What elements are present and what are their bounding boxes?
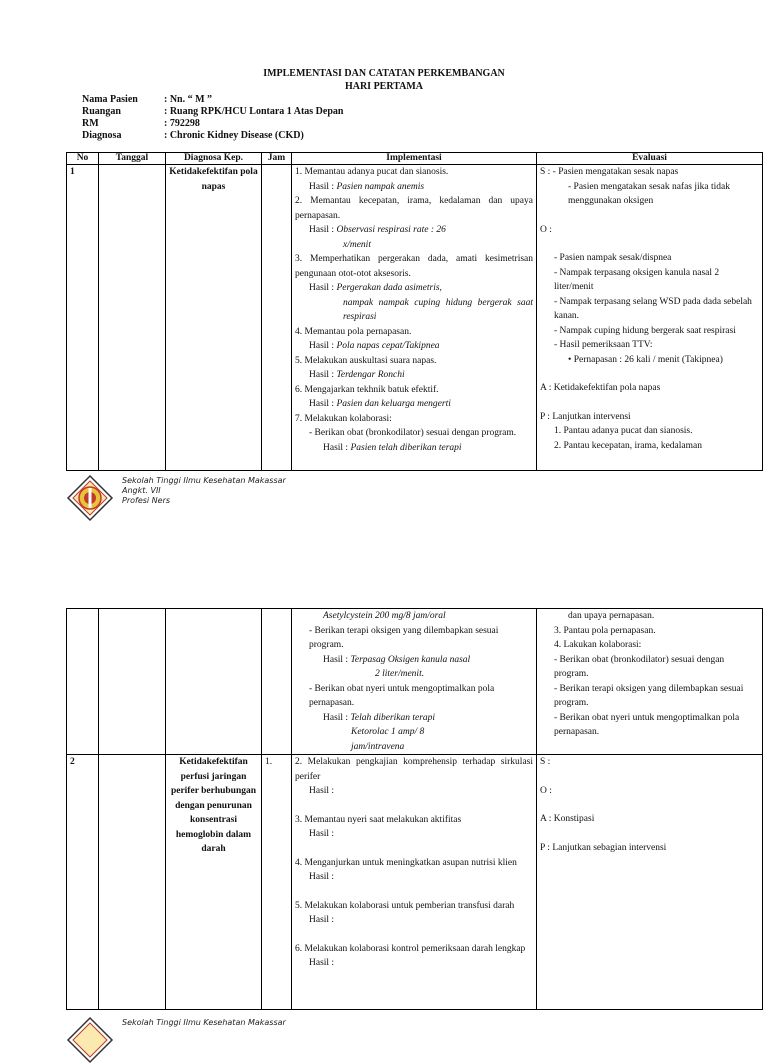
table-header-row — [67, 153, 763, 165]
table-row — [67, 609, 763, 755]
value-ruangan: : Ruang RPK/HCU Lontara 1 Atas Depan — [164, 106, 344, 117]
eval-line: - Pasien mengatakan sesak nafas jika tidak menggunakan oksigen — [568, 181, 730, 206]
impl-result: Hasil : — [309, 872, 335, 882]
impl-result: Hasil : Pergerakan dada asimetris, — [309, 283, 442, 293]
header-no: No — [67, 153, 99, 165]
footer-institution: Sekolah Tinggi Ilmu Kesehatan Makassar — [122, 1018, 286, 1027]
eval-line: - Berikan obat nyeri untuk mengoptimalkan pola pernapasan. — [554, 712, 740, 737]
row-diagnosis — [166, 609, 262, 755]
impl-result-cont: 2 liter/menit. — [375, 669, 425, 679]
eval-line: 1. Pantau adanya pucat dan sianosis. — [554, 426, 693, 436]
impl-result-cont: x/menit — [343, 239, 371, 250]
header-jam: Jam — [262, 153, 292, 165]
row-date — [99, 609, 166, 755]
footer-institution: Sekolah Tinggi Ilmu Kesehatan Makassar — [122, 476, 286, 485]
eval-assessment: A : Konstipasi — [540, 814, 595, 824]
eval-line: - Berikan obat (bronkodilator) sesuai dengan program. — [554, 654, 725, 679]
row-number — [67, 609, 99, 755]
eval-line: 2. Pantau kecepatan, irama, kedalaman — [554, 440, 702, 451]
row-implementation — [292, 609, 537, 755]
value-nama: : Nn. “ M ” — [164, 94, 213, 105]
impl-result-cont: nampak nampak cuping hidung bergerak saat respirasi — [343, 297, 533, 322]
institution-logo-icon — [66, 474, 114, 522]
impl-subitem: - Berikan obat nyeri untuk mengoptimalkan pola pernapasan. — [309, 683, 495, 708]
impl-item: 5. Melakukan kolaborasi untuk pemberian transfusi darah — [295, 900, 515, 911]
row-time — [262, 609, 292, 755]
row-implementation — [292, 755, 537, 1010]
document-subtitle: HARI PERTAMA — [344, 81, 424, 92]
impl-item: 4. Menganjurkan untuk meningkatkan asupan nutrisi klien — [295, 857, 517, 868]
header-implementasi: Implementasi — [292, 153, 537, 165]
row-evaluation — [537, 755, 763, 1010]
eval-line: - Berikan terapi oksigen yang dilembapkan sesuai program. — [554, 683, 744, 708]
eval-line: dan upaya pernapasan. — [568, 611, 655, 621]
patient-info — [82, 94, 343, 142]
institution-logo-icon — [66, 1016, 114, 1064]
eval-subjective: S : — [540, 757, 551, 767]
header-diagnosa: Diagnosa Kep. — [166, 153, 262, 165]
label-rm: RM — [82, 118, 99, 129]
eval-plan: P : Lanjutkan intervensi — [540, 411, 631, 422]
eval-line: - Pasien nampak sesak/dispnea — [554, 253, 672, 263]
impl-result: Hasil : — [309, 829, 335, 839]
row-date — [99, 165, 166, 471]
impl-result: Hasil : — [309, 915, 335, 925]
impl-result-cont: Ketorolac 1 amp/ 8 — [351, 727, 425, 737]
eval-objective: O : — [540, 785, 552, 796]
footer-program: Profesi Ners — [122, 496, 171, 505]
impl-item: 1. Memantau adanya pucat dan sianosis. — [295, 167, 449, 177]
label-diagnosa: Diagnosa — [82, 130, 122, 141]
impl-item: 2. Melakukan pengkajian komprehensip terhadap sirkulasi perifer — [295, 757, 533, 782]
eval-line: - Hasil pemeriksaan TTV: — [554, 340, 653, 350]
row-evaluation — [537, 165, 763, 471]
row-time: 1. — [262, 755, 292, 1010]
eval-assessment: A : Ketidakefektifan pola napas — [540, 383, 661, 393]
row-diagnosis: Ketidakefektifan pola napas — [166, 165, 262, 471]
row-number: 2 — [67, 755, 99, 1010]
eval-line: - Nampak cuping hidung bergerak saat respirasi — [554, 325, 736, 336]
eval-line: 3. Pantau pola pernapasan. — [554, 625, 656, 636]
label-ruangan: Ruangan — [82, 106, 121, 117]
impl-item: 3. Memperhatikan pergerakan dada, amati kesimetrisan pengunaan otot-otot aksesoris. — [295, 254, 533, 279]
impl-result-cont: jam/intravena — [351, 741, 405, 752]
impl-item: 6. Mengajarkan tekhnik batuk efektif. — [295, 384, 439, 395]
document-title: IMPLEMENTASI DAN CATATAN PERKEMBANGAN — [263, 68, 505, 79]
impl-result-cont: Asetylcystein 200 mg/8 jam/oral — [323, 611, 446, 621]
impl-item: 5. Melakukan auskultasi suara napas. — [295, 355, 437, 366]
row-evaluation — [537, 609, 763, 755]
impl-result: Hasil : Pola napas cepat/Takipnea — [309, 341, 440, 351]
eval-line: - Nampak terpasang selang WSD pada dada sebelah kanan. — [554, 296, 752, 321]
table-row — [67, 165, 763, 471]
impl-result: Hasil : Pasien dan keluarga mengerti — [309, 399, 451, 409]
impl-result: Hasil : Telah diberikan terapi — [323, 712, 436, 723]
impl-item: 3. Memantau nyeri saat melakukan aktifitas — [295, 814, 462, 825]
row-diagnosis: Ketidakefektifan perfusi jaringan perifer berhubungan dengan penurunan konsentrasi hemoglobin dalam darah — [166, 755, 262, 1010]
institution-footer — [66, 474, 286, 522]
eval-line: 4. Lakukan kolaborasi: — [554, 640, 642, 650]
impl-result: Hasil : — [309, 786, 335, 796]
implementation-table-page2 — [66, 608, 763, 1010]
row-date — [99, 755, 166, 1010]
eval-line: • Pernapasan : 26 kali / menit (Takipnea) — [568, 354, 723, 365]
impl-item: 2. Memantau kecepatan, irama, kedalaman dan upaya pernapasan. — [295, 196, 533, 221]
eval-subjective: S : - Pasien mengatakan sesak napas — [540, 167, 679, 177]
row-implementation — [292, 165, 537, 471]
impl-result: Hasil : Pasien nampak anemis — [309, 181, 425, 192]
eval-line: - Nampak terpasang oksigen kanula nasal 2 liter/menit — [554, 267, 720, 292]
footer-batch: Angkt. VII — [122, 486, 161, 495]
eval-plan: P : Lanjutkan sebagian intervensi — [540, 842, 667, 853]
value-rm: : 792298 — [164, 118, 200, 129]
impl-result: Hasil : Pasien telah diberikan terapi — [323, 442, 462, 453]
impl-item: 6. Melakukan kolaborasi kontrol pemeriksaan darah lengkap — [295, 943, 526, 954]
impl-result: Hasil : Terpasag Oksigen kanula nasal — [323, 654, 471, 665]
implementation-table-page1 — [66, 152, 763, 471]
row-number: 1 — [67, 165, 99, 471]
impl-result: Hasil : — [309, 958, 335, 968]
impl-subitem: - Berikan terapi oksigen yang dilembapkan sesuai program. — [309, 625, 499, 650]
institution-footer-partial — [66, 1016, 286, 1064]
header-evaluasi: Evaluasi — [537, 153, 763, 165]
header-tanggal: Tanggal — [99, 153, 166, 165]
impl-result: Hasil : Observasi respirasi rate : 26 — [309, 225, 446, 235]
impl-item: 7. Melakukan kolaborasi: — [295, 413, 392, 424]
impl-result: Hasil : Terdengar Ronchi — [309, 370, 405, 380]
value-diagnosa: : Chronic Kidney Disease (CKD) — [164, 130, 304, 141]
eval-objective: O : — [540, 224, 552, 235]
row-time — [262, 165, 292, 471]
label-nama: Nama Pasien — [82, 94, 138, 105]
table-row — [67, 755, 763, 1010]
impl-subitem: - Berikan obat (bronkodilator) sesuai dengan program. — [309, 428, 517, 438]
impl-item: 4. Memantau pola pernapasan. — [295, 326, 412, 337]
